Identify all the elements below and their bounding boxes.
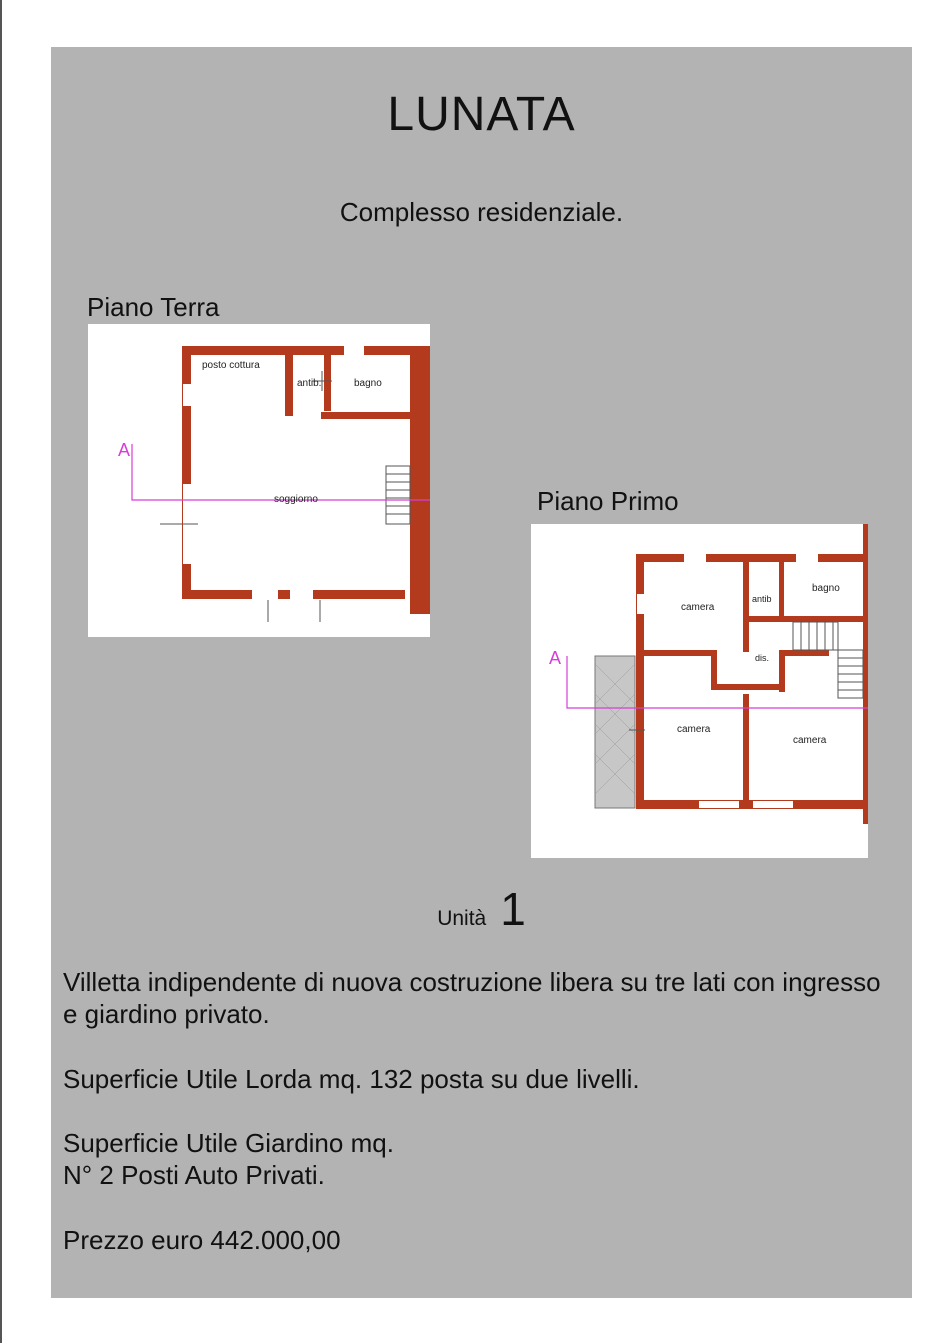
- unit-heading: [51, 882, 912, 936]
- first-openings: [637, 554, 818, 808]
- room-label-first-anteroom: antib: [752, 594, 772, 604]
- ground-openings: [183, 346, 364, 564]
- first-floor-drawing: [531, 524, 868, 858]
- room-label-living: soggiorno: [274, 494, 318, 505]
- first-floor-label: Piano Primo: [537, 486, 679, 516]
- first-balcony: [595, 656, 635, 808]
- room-label-bedroom-3: camera: [793, 735, 827, 746]
- page-title: LUNATA: [387, 88, 576, 141]
- room-label-bedroom-2: camera: [677, 724, 711, 735]
- page-subtitle: Complesso residenziale.: [339, 197, 624, 227]
- ground-floor-plan: [88, 324, 430, 637]
- unit-label: Unità: [437, 907, 487, 930]
- ground-floor-label: Piano Terra: [87, 292, 220, 322]
- room-label-anteroom: antib.: [297, 378, 322, 389]
- room-label-landing: dis.: [755, 653, 770, 663]
- room-label-first-bathroom: bagno: [812, 583, 840, 594]
- ground-floor-drawing: [88, 324, 430, 637]
- first-section-mark: A: [549, 648, 562, 668]
- room-label-bathroom: bagno: [354, 378, 382, 389]
- unit-number: 1: [500, 883, 526, 935]
- first-walls: [636, 524, 868, 824]
- description-intro: Villetta indipendente di nuova costruzione libera su tre lati con ingresso e giardino privato.: [63, 967, 881, 1029]
- first-floor-plan: [531, 524, 868, 858]
- flyer-sheet: [51, 47, 912, 1298]
- description-surface: Superficie Utile Lorda mq. 132 posta su due livelli.: [63, 1064, 640, 1094]
- room-label-kitchen: posto cottura: [202, 360, 260, 371]
- description-garden: Superficie Utile Giardino mq.: [63, 1128, 394, 1158]
- ground-section-mark: A: [118, 440, 131, 460]
- room-label-bedroom-1: camera: [681, 602, 715, 613]
- description-parking: N° 2 Posti Auto Privati.: [63, 1160, 325, 1190]
- ground-section-line: [132, 444, 430, 500]
- description-price: Prezzo euro 442.000,00: [63, 1225, 341, 1255]
- page-edge-line: [0, 0, 2, 1343]
